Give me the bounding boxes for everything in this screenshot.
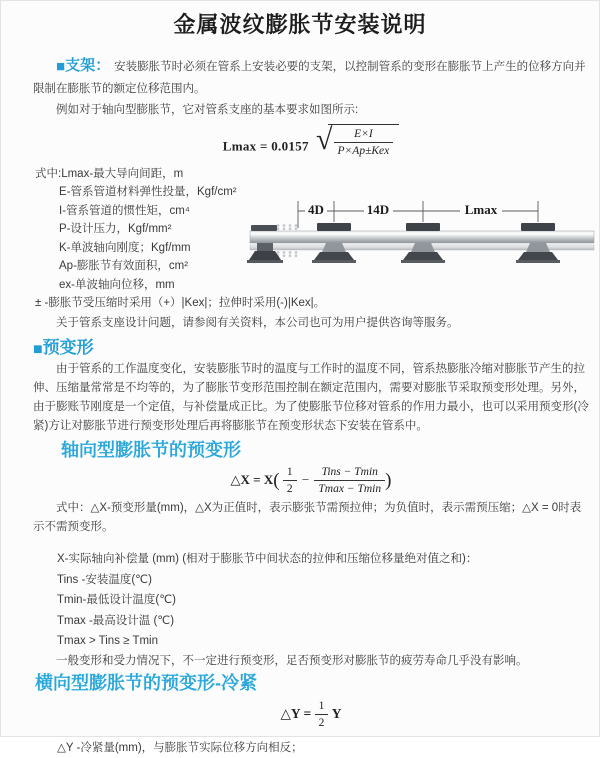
fraction-numerator: Tins − Tmin [314,465,385,481]
dimension-label-14d: 14D [366,202,390,217]
variable-definition: Tmin-最低设计温度(℃) [57,594,176,606]
variable-definition: K-单波轴向刚度；Kgf/mm [59,241,191,254]
variable-definition: X-实际轴向补偿量 (mm) (相对于膨胀节中间状态的拉伸和压缩位移量绝对值之和)： [57,553,478,565]
predeform-heading-text: 预变形 [42,337,94,357]
fraction-numerator: 1 [315,699,329,715]
support-example-line: 例如对于轴向型膨胀节，它对管系支座的基本要求如图所示: [56,104,359,116]
dimension-label-lmax: Lmax [464,202,498,217]
formula-lhs: △Y = [280,705,312,721]
fraction-numerator: E×I [334,127,394,143]
support-intro-text: 安装膨胀节时必须在管系上安装必要的支架，以控制管系的变形在膨胀节上产生的位移方向并限制在膨胀节的额定位移范围内。 [33,61,586,95]
axial-general-note: 一般变形和受力情况下，不一定进行预变形，足否预变形对膨胀节的疲劳寿命几乎没有影响。 [56,654,528,667]
variable-definition: Tmax -最高设计温 (℃) [57,614,175,627]
fraction-denominator: P×Ap±Kex [337,145,390,158]
axial-formula-explain: 式中：△X-预变形量(mm)，△X为正值时，表示膨张节需预拉伸；为负值时，表示需预压缩；△X = 0时表示不需预变形。 [33,501,582,533]
axial-predeform-formula [33,465,589,497]
predeform-paragraph: 由于管系的工作温度变化，安装膨胀节时的温度与工作时的温度不同，管系热膨胀冷缩对膨胀节产生的拉伸、压缩量常常是不均等的，为了膨胀节变形范围控制在额定范围内，需要对膨胀节采取预变形处理。另外，由于膨账节刚度是一个定值，与补偿量成正比。为了使膨胀节位移对管系的作用力最小，也可以采用预变形(冷紧)方让对膨胀节进行预变形处理后再将膨胀节在预变形状态下安装在管系中。 [33,362,589,432]
fraction-numerator: 1 [283,465,297,481]
variable-definition: P-设计压力，Kgf/mm² [59,223,172,236]
fraction [334,127,394,159]
lateral-predeform-formula [33,699,589,731]
section-marker-icon: ■ [56,58,66,75]
fraction-denominator: Tmax − Tmin [318,483,382,496]
close-paren: ) [385,469,392,491]
variable-definition: Tmax > Tins ≥ Tmin [57,635,158,647]
variable-definition: Ap-膨胀节有效面积，cm² [59,260,189,273]
consult-note: 关于管系支座设计问题，请参阅有关资料，本公司也可为用户提供咨询等服务。 [56,316,459,329]
guide-spacing-formula [33,124,589,159]
dimension-label-4d: 4D [308,202,324,217]
radical-sign: √ [316,123,333,157]
minus-operator: − [301,471,310,487]
fraction-half [315,699,329,731]
support-intro-paragraph [33,55,589,100]
page-title: 金属波纹膨胀节安装说明 [173,12,427,37]
lateral-note: △Y -冷紧量(mm)，与膨胀节实际位移方向相反； [57,741,303,754]
formula-rhs: Y [331,705,342,721]
fraction-half [283,465,297,497]
plus-minus-note: ± -膨胀节受压缩时采用（+）|Kex|；拉伸时采用(-)|Kex|。 [35,297,326,310]
section-marker-icon: ■ [33,340,43,358]
predeform-section-heading [33,338,589,360]
pipe-diagram-svg [245,194,597,294]
variable-definition: I-管系管道的惯性矩，cm⁴ [59,204,190,217]
formula-lhs: Lmax = 0.0157 [222,138,309,154]
variable-definition: Tins -安装温度(℃) [57,573,152,586]
pipe-support-diagram [245,194,597,294]
pipe [250,231,594,243]
lateral-predeform-heading: 横向型膨胀节的预变形-冷紧 [35,673,257,693]
formula-lhs: △X = X [230,471,274,487]
variable-definition: ex-单波轴向位移，mm [59,278,175,291]
fraction-denominator: 2 [318,717,325,730]
axial-predeform-heading: 轴向型膨胀节的预变形 [61,439,241,460]
open-paren: ( [273,469,280,491]
fraction-temperature [314,465,385,497]
variable-definition: 式中:Lmax-最大导向间距，m [35,167,184,180]
variable-definition: E-管系管道材料弹性投量，Kgf/cm² [59,186,237,199]
axial-variable-list [33,549,589,652]
support-section-heading: 支架： [65,57,111,74]
square-root [316,124,399,159]
fraction-denominator: 2 [286,483,293,496]
anchor-support [247,225,283,263]
